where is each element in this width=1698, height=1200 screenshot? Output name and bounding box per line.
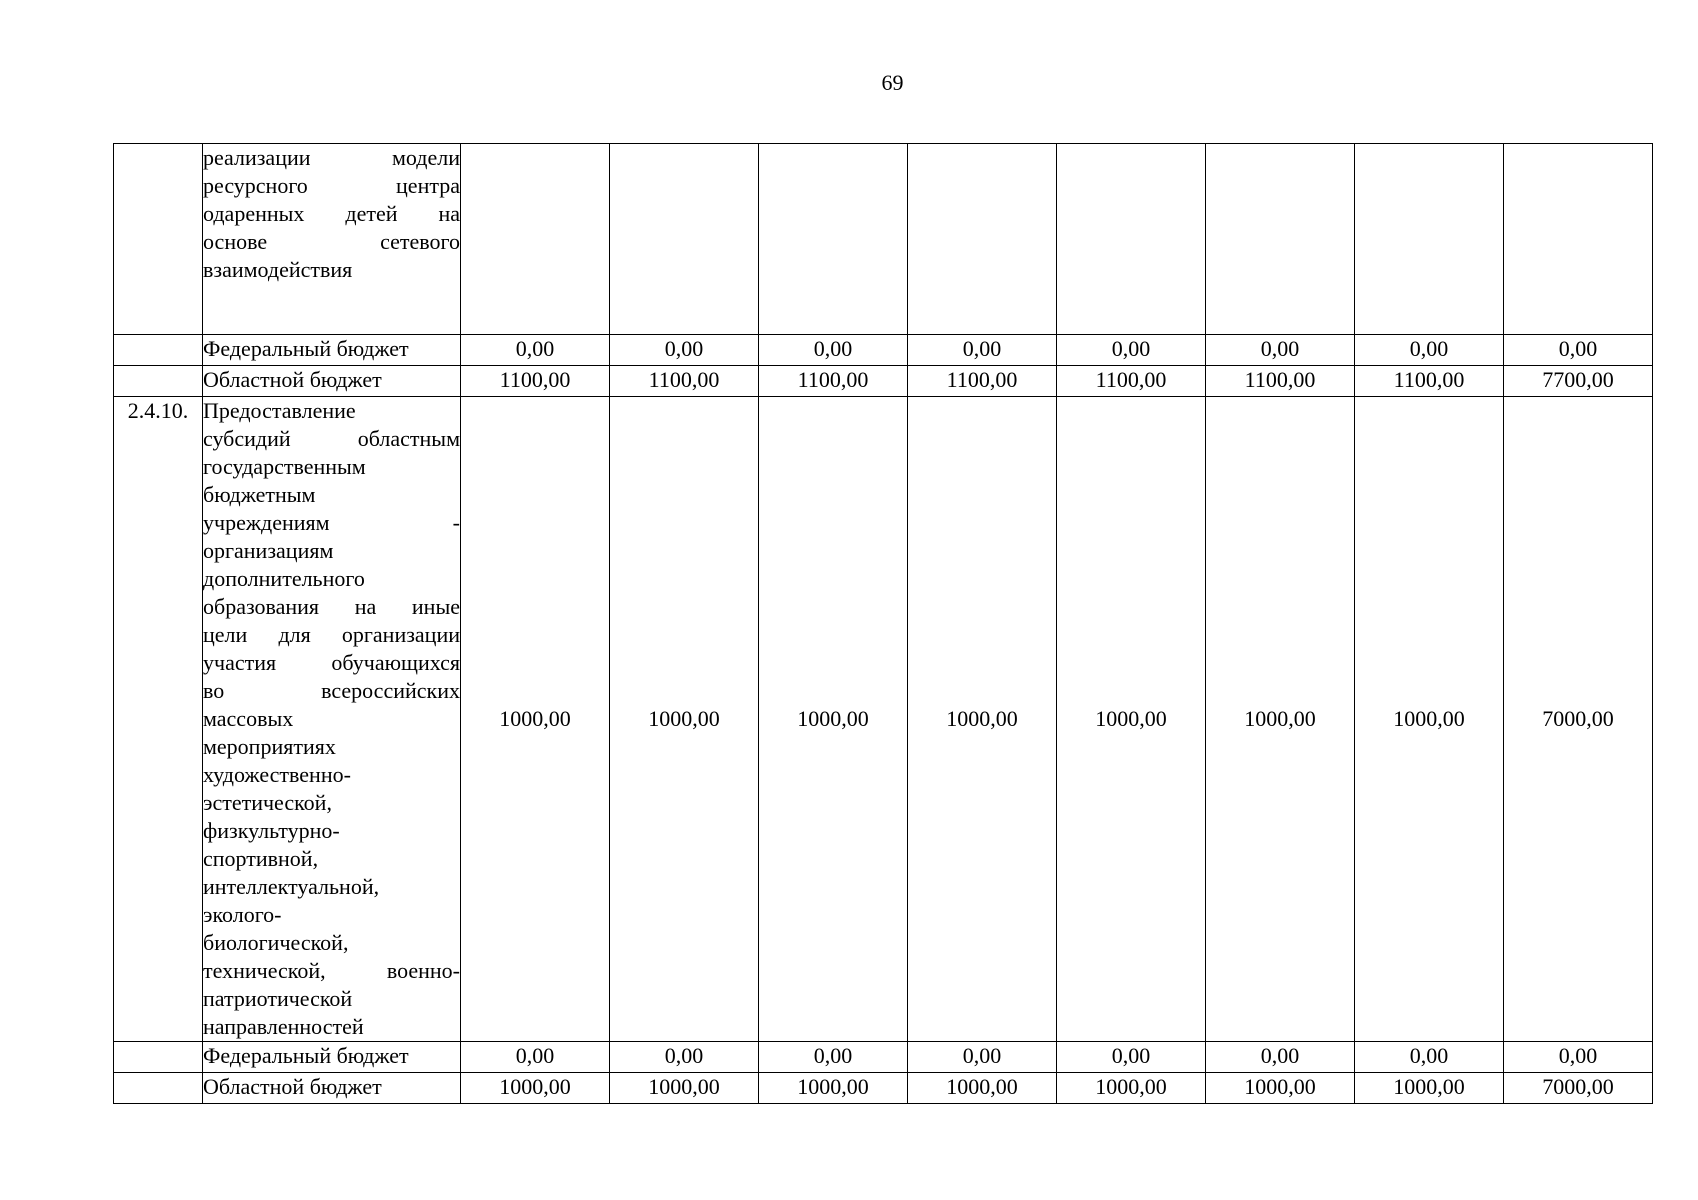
value-cell: 1100,00 <box>461 366 610 397</box>
row-number <box>114 1042 203 1073</box>
value-cell: 0,00 <box>759 335 908 366</box>
value-cell: 1100,00 <box>759 366 908 397</box>
value-cell: 1000,00 <box>759 1073 908 1104</box>
value-cell: 1100,00 <box>1057 366 1206 397</box>
budget-table <box>113 143 1653 1104</box>
table-row <box>114 1073 1653 1104</box>
table-row <box>114 1042 1653 1073</box>
value-cell <box>461 144 610 335</box>
value-cell: 1100,00 <box>908 366 1057 397</box>
value-cell: 1000,00 <box>1355 1073 1504 1104</box>
value-cell: 1000,00 <box>1206 397 1355 1042</box>
desc-line: биологической, <box>203 930 349 955</box>
value-cell: 0,00 <box>1355 335 1504 366</box>
desc-line: бюджетным <box>203 482 316 507</box>
value-cell: 0,00 <box>610 335 759 366</box>
value-cell: 1100,00 <box>1355 366 1504 397</box>
desc-line: ресурсного центра <box>203 173 460 198</box>
desc-line: эстетической, <box>203 790 332 815</box>
value-cell: 7000,00 <box>1504 397 1653 1042</box>
desc-line: государственным <box>203 454 366 479</box>
desc-line: участия обучающихся <box>203 650 460 675</box>
value-cell: 0,00 <box>461 335 610 366</box>
desc-line: спортивной, <box>203 846 319 871</box>
value-cell: 0,00 <box>610 1042 759 1073</box>
value-cell: 1000,00 <box>1057 1073 1206 1104</box>
value-cell: 1000,00 <box>1206 1073 1355 1104</box>
row-description <box>203 144 461 335</box>
desc-line: одаренных детей на <box>203 201 460 226</box>
desc-line: реализации модели <box>203 145 460 170</box>
desc-line: взаимодействия <box>203 257 353 282</box>
table-row <box>114 335 1653 366</box>
row-description: Областной бюджет <box>203 1073 461 1104</box>
value-cell: 7700,00 <box>1504 366 1653 397</box>
page-number: 69 <box>881 70 904 95</box>
value-cell: 7000,00 <box>1504 1073 1653 1104</box>
row-number <box>114 335 203 366</box>
value-cell <box>759 144 908 335</box>
desc-line: технической, военно- <box>203 958 460 983</box>
row-number: 2.4.10. <box>114 397 203 1042</box>
value-cell: 1000,00 <box>610 397 759 1042</box>
value-cell: 1100,00 <box>610 366 759 397</box>
row-number <box>114 144 203 335</box>
row-description: Федеральный бюджет <box>203 335 461 366</box>
desc-line: Предоставление <box>203 398 356 423</box>
value-cell: 1000,00 <box>1057 397 1206 1042</box>
value-cell: 0,00 <box>908 1042 1057 1073</box>
value-cell: 1000,00 <box>461 1073 610 1104</box>
desc-line: мероприятиях <box>203 734 336 759</box>
value-cell <box>908 144 1057 335</box>
value-cell: 1000,00 <box>610 1073 759 1104</box>
desc-line: во всероссийских <box>203 678 460 703</box>
value-cell <box>1206 144 1355 335</box>
desc-line: цели для организации <box>203 622 460 647</box>
desc-line: субсидий областным <box>203 426 460 451</box>
table-row <box>114 144 1653 335</box>
desc-line: учреждениям - <box>203 510 460 535</box>
desc-line: основе сетевого <box>203 229 460 254</box>
value-cell: 0,00 <box>1057 1042 1206 1073</box>
value-cell: 0,00 <box>1504 1042 1653 1073</box>
value-cell: 0,00 <box>1504 335 1653 366</box>
row-number <box>114 366 203 397</box>
desc-line: художественно- <box>203 762 351 787</box>
value-cell: 0,00 <box>1057 335 1206 366</box>
row-number <box>114 1073 203 1104</box>
value-cell: 0,00 <box>1206 1042 1355 1073</box>
table-row <box>114 397 1653 1042</box>
value-cell <box>1355 144 1504 335</box>
table-row <box>114 366 1653 397</box>
desc-line: образования на иные <box>203 594 460 619</box>
value-cell: 1000,00 <box>1355 397 1504 1042</box>
desc-line: организациям <box>203 538 334 563</box>
desc-line: направленностей <box>203 1014 364 1039</box>
value-cell: 0,00 <box>1355 1042 1504 1073</box>
row-description: Областной бюджет <box>203 366 461 397</box>
desc-line: патриотической <box>203 986 353 1011</box>
value-cell: 1100,00 <box>1206 366 1355 397</box>
value-cell: 1000,00 <box>759 397 908 1042</box>
value-cell <box>1504 144 1653 335</box>
value-cell: 1000,00 <box>908 397 1057 1042</box>
value-cell: 0,00 <box>1206 335 1355 366</box>
desc-line: массовых <box>203 706 294 731</box>
desc-line: дополнительного <box>203 566 365 591</box>
desc-line: эколого- <box>203 902 282 927</box>
value-cell: 0,00 <box>908 335 1057 366</box>
desc-line: интеллектуальной, <box>203 874 380 899</box>
value-cell <box>610 144 759 335</box>
value-cell <box>1057 144 1206 335</box>
value-cell: 1000,00 <box>908 1073 1057 1104</box>
row-description: Федеральный бюджет <box>203 1042 461 1073</box>
value-cell: 0,00 <box>759 1042 908 1073</box>
row-description <box>203 397 461 1042</box>
desc-line: физкультурно- <box>203 818 340 843</box>
value-cell: 1000,00 <box>461 397 610 1042</box>
value-cell: 0,00 <box>461 1042 610 1073</box>
